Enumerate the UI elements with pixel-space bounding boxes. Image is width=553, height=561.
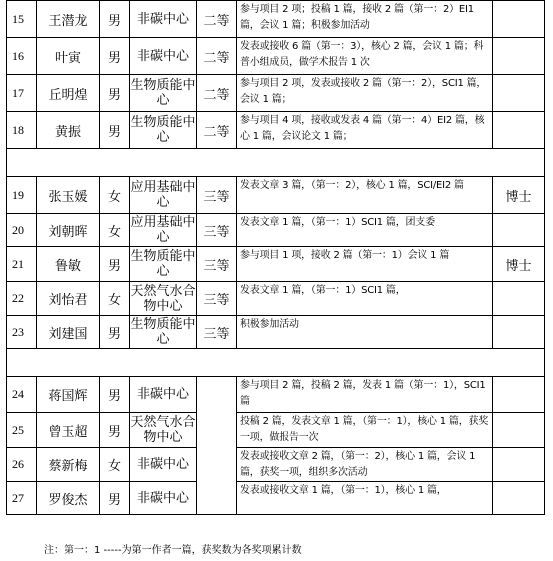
row-number: 17	[7, 75, 37, 112]
achievements: 发表文章 1 篇，（第一：1）SCI1 篇，团支委	[237, 214, 493, 247]
award-grade-merged	[197, 377, 237, 515]
gender: 女	[100, 214, 130, 247]
gender: 男	[100, 1, 130, 38]
award-grade: 二等	[197, 75, 237, 112]
student-name: 黄振	[37, 112, 100, 149]
table-row	[7, 1, 545, 38]
gender: 女	[100, 282, 130, 316]
gender: 女	[100, 448, 130, 482]
award-grade: 三等	[197, 177, 237, 214]
research-center: 天然气水合物中心	[130, 413, 197, 448]
award-grade: 二等	[197, 112, 237, 149]
achievements: 发表或接收文章 2 篇，（第一：2），核心 1 篇，会议 1 篇，获奖一项，组织多次活动	[237, 448, 493, 482]
divider-cell	[7, 349, 545, 377]
section-divider	[7, 349, 545, 377]
research-center: 天然气水合物中心	[130, 283, 196, 314]
degree	[493, 112, 545, 149]
gender: 男	[100, 482, 130, 515]
table-row	[7, 38, 545, 75]
table-row	[7, 112, 545, 149]
student-name: 叶寅	[37, 38, 100, 75]
gender: 男	[100, 377, 130, 413]
table-row	[7, 482, 545, 515]
student-name: 曾玉超	[37, 413, 100, 448]
award-grade: 三等	[197, 282, 237, 316]
table-row	[7, 177, 545, 214]
achievements: 参与项目 2 项；投稿 1 篇，接收 2 篇（第一：2）EI1 篇，会议 1 篇；积极参加活动	[237, 1, 493, 38]
achievements: 参与项目 2 篇，投稿 2 篇，发表 1 篇（第一：1），SCI1 篇	[237, 377, 493, 413]
table-row	[7, 377, 545, 413]
degree	[493, 482, 545, 515]
footnote: 注：第一：1 -----为第一作者一篇，获奖数为各奖项累计数	[44, 545, 302, 556]
research-center: 非碳中心	[130, 448, 197, 482]
gender: 女	[100, 177, 130, 214]
student-name: 张玉媛	[37, 177, 100, 214]
row-number: 25	[7, 413, 37, 448]
row-number: 16	[7, 38, 37, 75]
achievements: 参与项目 1 项，接收 2 篇（第一：1）会议 1 篇	[237, 247, 493, 282]
student-name: 刘建国	[37, 316, 100, 349]
award-grade: 三等	[197, 316, 237, 349]
achievements: 发表文章 1 篇，（第一：1）SCI1 篇，	[237, 282, 493, 316]
row-number: 24	[7, 377, 37, 413]
row-number: 22	[7, 282, 37, 316]
achievements: 发表或接收 6 篇（第一：3），核心 2 篇，会议 1 篇；科普小组成员，做学术报告 1 次	[237, 38, 493, 75]
student-name: 蒋国辉	[37, 377, 100, 413]
achievements: 投稿 2 篇，发表文章 1 篇，（第一：1），核心 1 篇，获奖一项，做报告一次	[237, 413, 493, 448]
research-center: 生物质能中心	[130, 75, 197, 112]
degree: 博士	[493, 247, 545, 282]
student-name: 罗俊杰	[37, 482, 100, 515]
degree	[493, 377, 545, 413]
research-center: 非碳中心	[130, 1, 197, 38]
student-name: 鲁敏	[37, 247, 100, 282]
awards-table	[6, 0, 545, 515]
degree	[493, 214, 545, 247]
student-name: 王潜龙	[37, 1, 100, 38]
degree	[493, 316, 545, 349]
row-number: 15	[7, 1, 37, 38]
gender: 男	[100, 112, 130, 149]
table-row	[7, 448, 545, 482]
table-row	[7, 75, 545, 112]
gender: 男	[100, 316, 130, 349]
gender: 男	[100, 413, 130, 448]
student-name: 蔡新梅	[37, 448, 100, 482]
achievements: 积极参加活动	[237, 316, 493, 349]
achievements: 参与项目 4 项，接收或发表 4 篇（第一：4）EI2 篇，核心 1 篇，会议论文 1 篇；	[237, 112, 493, 149]
student-name: 丘明煌	[37, 75, 100, 112]
table-row	[7, 316, 545, 349]
gender: 男	[100, 247, 130, 282]
row-number: 26	[7, 448, 37, 482]
research-center: 生物质能中心	[130, 247, 197, 282]
degree	[493, 413, 545, 448]
achievements: 发表文章 3 篇，（第一：2），核心 1 篇，SCI/EI2 篇	[237, 177, 493, 214]
row-number: 20	[7, 214, 37, 247]
row-number: 23	[7, 316, 37, 349]
degree	[493, 75, 545, 112]
degree	[493, 38, 545, 75]
degree	[493, 448, 545, 482]
research-center: 生物质能中心	[130, 317, 196, 347]
degree: 博士	[493, 177, 545, 214]
achievements: 参与项目 2 项，发表或接收 2 篇（第一：2），SCI1 篇，会议 1 篇；	[237, 75, 493, 112]
gender: 男	[100, 38, 130, 75]
research-center: 非碳中心	[130, 377, 197, 413]
award-grade: 二等	[197, 1, 237, 38]
award-grade: 二等	[197, 38, 237, 75]
table-row	[7, 282, 545, 316]
research-center: 非碳中心	[130, 38, 197, 75]
section-divider	[7, 149, 545, 177]
student-name: 刘怡君	[37, 282, 100, 316]
divider-cell	[7, 149, 545, 177]
research-center: 应用基础中心	[130, 177, 197, 214]
research-center: 生物质能中心	[130, 112, 197, 149]
degree	[493, 1, 545, 38]
row-number: 21	[7, 247, 37, 282]
table-row	[7, 214, 545, 247]
research-center: 非碳中心	[130, 482, 197, 515]
table-row	[7, 247, 545, 282]
degree	[493, 282, 545, 316]
row-number: 18	[7, 112, 37, 149]
award-grade: 三等	[197, 247, 237, 282]
row-number: 19	[7, 177, 37, 214]
achievements: 发表或接收文章 1 篇，（第一：1），核心 1 篇，	[237, 482, 493, 515]
gender: 男	[100, 75, 130, 112]
student-name: 刘朝晖	[37, 214, 100, 247]
research-center: 应用基础中心	[130, 215, 196, 245]
award-grade: 三等	[197, 214, 237, 247]
table-row	[7, 413, 545, 448]
row-number: 27	[7, 482, 37, 515]
